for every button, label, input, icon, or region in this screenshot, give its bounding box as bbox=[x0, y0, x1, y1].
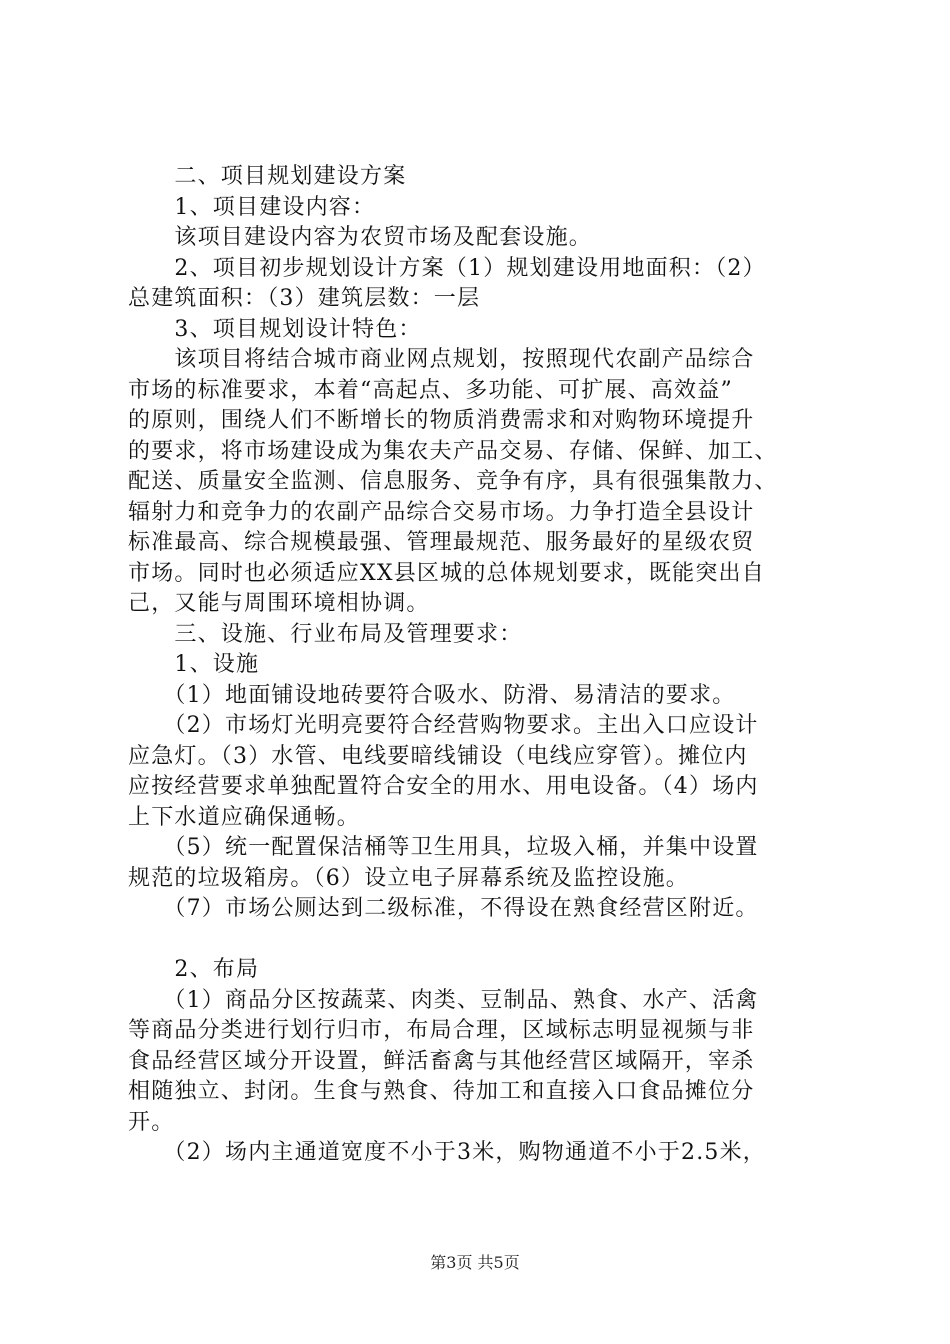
document-body bbox=[128, 162, 838, 1169]
body-line: （5）统一配置保洁桶等卫生用具，垃圾入桶，并集中设置 bbox=[128, 835, 759, 860]
body-line: 3、项目规划设计特色： bbox=[128, 316, 422, 342]
body-line: 二、项目规划建设方案 bbox=[128, 164, 407, 189]
body-line: （2）场内主通道宽度不小于3米，购物通道不小于2.5米， bbox=[128, 1140, 766, 1165]
body-line: 市场的标准要求，本着“高起点、多功能、可扩展、高效益” bbox=[128, 377, 733, 403]
body-line: 的原则，围绕人们不断增长的物质消费需求和对购物环境提升 bbox=[128, 408, 755, 433]
body-line: 应按经营要求单独配置符合安全的用水、用电设备。（4）场内 bbox=[128, 774, 759, 799]
body-line: （2）市场灯光明亮要符合经营购物要求。主出入口应设计 bbox=[128, 713, 759, 738]
body-line: 相随独立、封闭。生食与熟食、待加工和直接入口食品摊位分 bbox=[128, 1079, 755, 1104]
body-line: 己，又能与周围环境相协调。 bbox=[128, 591, 430, 616]
body-line: 1、项目建设内容： bbox=[128, 194, 376, 220]
body-line: 规范的垃圾箱房。（6）设立电子屏幕系统及监控设施。 bbox=[128, 865, 689, 891]
body-line: 2、项目初步规划设计方案（1）规划建设用地面积：（2） bbox=[128, 255, 766, 281]
page-footer: 第3页 共5页 bbox=[430, 1253, 520, 1272]
body-line: 上下水道应确保通畅。 bbox=[128, 804, 361, 830]
body-line: （7）市场公厕达到二级标准，不得设在熟食经营区附近。 bbox=[128, 896, 759, 921]
body-line: 配送、质量安全监测、信息服务、竞争有序，具有很强集散力、 bbox=[128, 469, 778, 494]
body-line: 该项目将结合城市商业网点规划，按照现代农副产品综合 bbox=[128, 347, 755, 372]
body-line: 应急灯。（3）水管、电线要暗线铺设（电线应穿管）。摊位内 bbox=[128, 743, 748, 769]
body-line: 等商品分类进行划行归市，布局合理，区域标志明显视频与非 bbox=[128, 1018, 755, 1043]
body-line: 1、设施 bbox=[128, 652, 260, 677]
body-line: 开。 bbox=[128, 1109, 175, 1135]
body-line: 该项目建设内容为农贸市场及配套设施。 bbox=[128, 225, 593, 250]
body-line: 标准最高、综合规模最强、管理最规范、服务最好的星级农贸 bbox=[128, 530, 755, 555]
body-line: 食品经营区域分开设置，鲜活畜禽与其他经营区域隔开，宰杀 bbox=[128, 1048, 755, 1074]
body-line: （1）商品分区按蔬菜、肉类、豆制品、熟食、水产、活禽 bbox=[128, 987, 759, 1013]
body-line: 2、布局 bbox=[128, 957, 260, 982]
body-line: 市场。同时也必须适应XX县区城的总体规划要求，既能突出自 bbox=[128, 560, 765, 586]
body-line: 辐射力和竞争力的农副产品综合交易市场。力争打造全县设计 bbox=[128, 499, 755, 525]
body-line: 的要求，将市场建设成为集农夫产品交易、存储、保鲜、加工、 bbox=[128, 438, 778, 464]
body-line: 三、设施、行业布局及管理要求： bbox=[128, 621, 523, 647]
body-line: 总建筑面积：（3）建筑层数：一层 bbox=[128, 286, 481, 311]
blank-line bbox=[128, 925, 838, 956]
body-line: （1）地面铺设地砖要符合吸水、防滑、易清洁的要求。 bbox=[128, 682, 736, 708]
